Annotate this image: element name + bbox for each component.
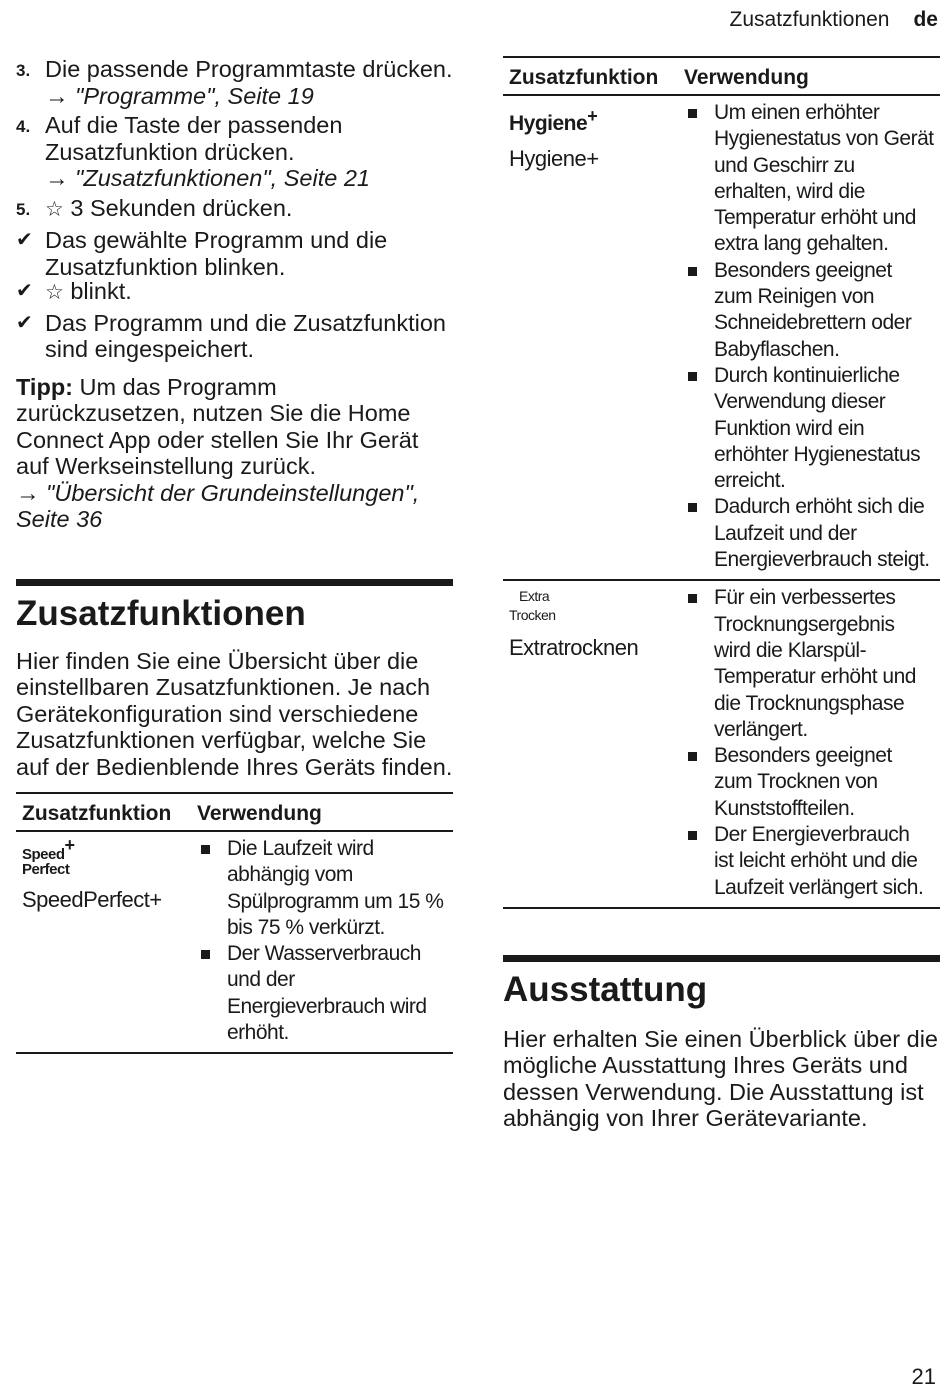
step-text: 3 Sekunden drücken. [70, 194, 293, 221]
hygiene-icon: Hygiene+ [509, 106, 598, 135]
checkmark-icon: ✔ [16, 280, 33, 302]
section-title: Zusatzfunktionen [16, 593, 306, 633]
left-column [16, 56, 453, 1054]
list-item: Um einen erhöhter Hygienestatus von Gerät und Geschirr zu erhalten, wird die Temperatur erhöht und extra lang gehalten. [684, 100, 934, 258]
list-item: Der Energieverbrauch ist leicht erhöht und die Laufzeit verlängert sich. [684, 822, 934, 901]
tip-block [16, 374, 453, 533]
list-item: Für ein verbessertes Trocknungsergebnis wird die Klarspül-Temperatur erhöht und die Trocknungsphase verlängert. [684, 585, 934, 743]
result-text: Das gewählte Programm und die Zusatzfunktion blinken. [45, 227, 388, 280]
step-number: 5. [16, 199, 31, 219]
checkmark-icon: ✔ [16, 229, 33, 251]
header-section-title: Zusatzfunktionen [729, 8, 890, 31]
function-name: SpeedPerfect+ [22, 887, 162, 912]
section-title: Ausstattung [503, 969, 708, 1009]
right-column [503, 56, 940, 1132]
section-zusatzfunktionen [16, 579, 453, 781]
list-item: Besonders geeignet zum Trocknen von Kunststoffteilen. [684, 743, 934, 822]
extra-dry-icon: Extra Trocken [509, 588, 556, 624]
result-text: Das Programm und die Zusatzfunktion sind eingespeichert. [45, 309, 446, 362]
list-item: Durch kontinuierliche Verwendung dieser Funktion wird ein erhöhter Hygienestatus erreicht. [684, 363, 934, 494]
column-header-usage: Verwendung [678, 57, 940, 95]
list-item: Dadurch erhöht sich die Laufzeit und der Energieverbrauch steigt. [684, 494, 934, 573]
cross-reference-link[interactable]: → "Übersicht der Grundeinstellungen", Seite 36 [16, 479, 420, 532]
page-number: 21 [911, 1364, 936, 1389]
star-icon: ☆ [45, 281, 64, 304]
step-5 [16, 195, 453, 224]
cross-reference-link[interactable]: → "Programme", Seite 19 [45, 82, 314, 109]
column-header-function: Zusatzfunktion [503, 57, 678, 95]
step-number: 3. [16, 61, 31, 80]
functions-table-left [16, 792, 453, 1054]
column-header-function: Zusatzfunktion [16, 793, 191, 831]
section-intro: Hier erhalten Sie einen Überblick über die mögliche Ausstattung Ihres Geräts und dessen Verwendung. Die Ausstattung ist abhängig von Ihrer Gerätevariante. [503, 1025, 938, 1132]
step-3 [16, 56, 453, 109]
section-intro: Hier finden Sie eine Übersicht über die einstellbaren Zusatzfunktionen. Je nach Gerätekonfiguration sind verschiedene Zusatzfunktionen verfügbar, welche Sie auf der Bedienblende Ihres Geräts finden. [16, 647, 453, 780]
running-header [730, 8, 938, 32]
speedperfect-icon: Speed+ Perfect [22, 835, 75, 878]
step-4 [16, 112, 453, 192]
list-item: Besonders geeignet zum Reinigen von Schneidebrettern oder Babyflaschen. [684, 258, 934, 363]
section-divider [16, 579, 453, 586]
cross-reference-link[interactable]: → "Zusatzfunktionen", Seite 21 [45, 165, 370, 191]
result-1 [16, 227, 453, 280]
star-icon: ☆ [45, 197, 64, 221]
header-language: de [913, 8, 938, 31]
section-ausstattung [503, 955, 940, 1132]
step-text: Auf die Taste der passenden Zusatzfunktion drücken. [45, 112, 343, 165]
section-divider [503, 955, 940, 962]
function-name: Hygiene+ [509, 146, 599, 171]
result-3 [16, 310, 453, 363]
function-name: Extratrocknen [509, 635, 639, 661]
column-header-usage: Verwendung [191, 793, 453, 831]
checkmark-icon: ✔ [16, 311, 33, 334]
functions-table-right [503, 56, 940, 909]
step-number: 4. [16, 117, 31, 136]
result-text: blinkt. [70, 278, 132, 304]
tip-text: Um das Programm zurückzusetzen, nutzen Sie die Home Connect App oder stellen Sie Ihr Gerät auf Werkseinstellung zurück. [16, 373, 419, 479]
list-item: Der Wasserverbrauch und der Energieverbrauch wird erhöht. [197, 941, 447, 1046]
table-row [503, 95, 940, 580]
tip-label: Tipp: [16, 373, 73, 400]
table-row [503, 580, 940, 908]
list-item: Die Laufzeit wird abhängig vom Spülprogramm um 15 % bis 75 % verkürzt. [197, 836, 447, 941]
step-text: Die passende Programmtaste drücken. [45, 56, 453, 82]
result-2 [16, 278, 453, 307]
table-row [16, 831, 453, 1053]
